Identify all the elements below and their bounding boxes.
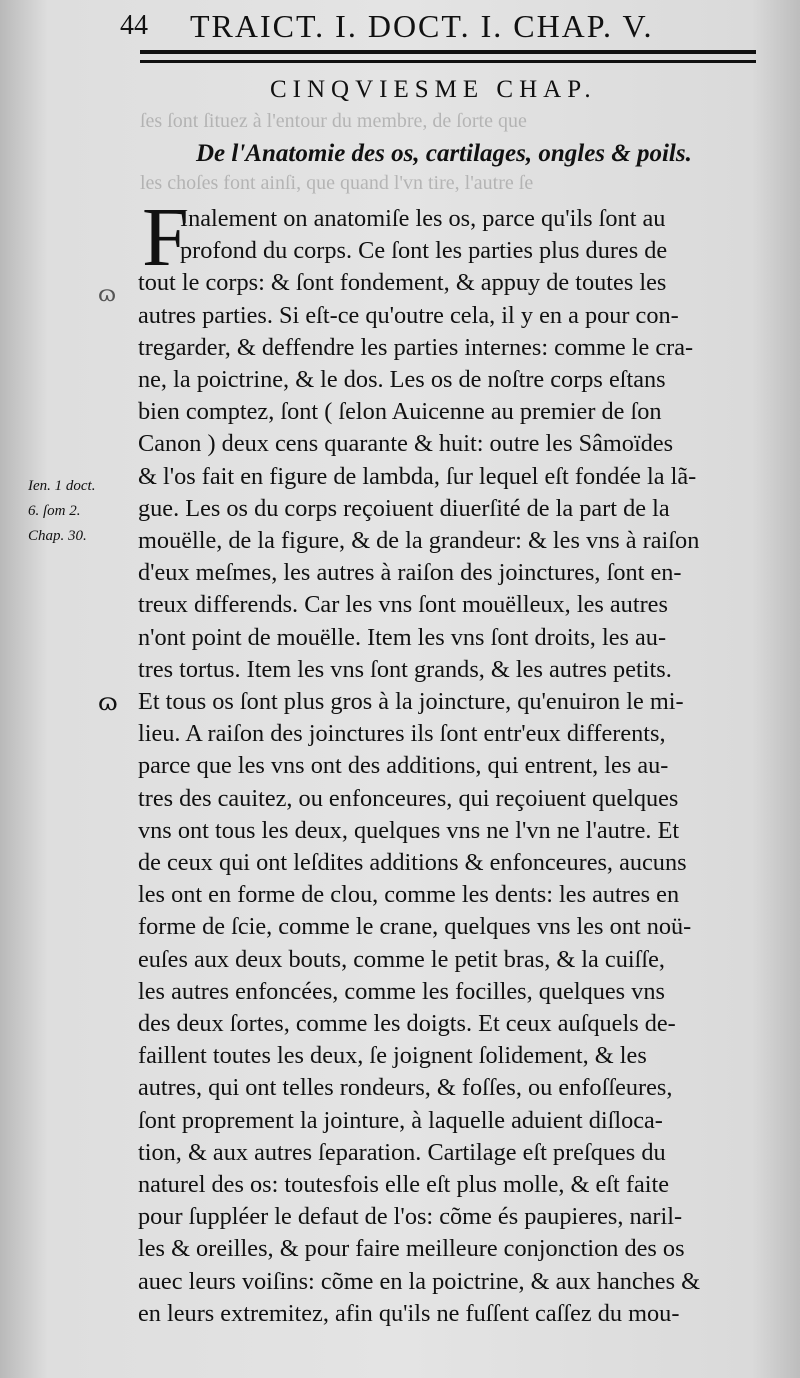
text-line: les & oreilles, & pour faire meilleure conjonction des os (138, 1235, 685, 1263)
text-line: faillent toutes les deux, ſe joignent ſolidement, & les (138, 1042, 647, 1070)
text-line: tres tortus. Item les vns ſont grands, & les autres petits. (138, 655, 672, 683)
text-line: gue. Les os du corps reçoiuent diuerſité de la part de la (138, 494, 670, 522)
text-line: d'eux meſmes, les autres à raiſon des joinctures, ſont en- (138, 559, 682, 587)
text-line: profond du corps. Ce ſont les parties plus dures de (180, 237, 668, 265)
margin-note: 6. ſom 2. (28, 503, 81, 519)
text-line: Canon ) deux cens quarante & huit: outre les Sâmoïdes (138, 430, 674, 458)
text-line: tout le corps: & ſont fondement, & appuy de toutes les (138, 269, 667, 297)
header-rule-bottom (140, 60, 756, 63)
text-line: tion, & aux autres ſeparation. Cartilage eſt preſques du (138, 1138, 666, 1166)
text-line: tregarder, & deffendre les parties internes: comme le cra- (138, 333, 694, 361)
text-line: en leurs extremitez, afin qu'ils ne fuſſent caſſez du mou- (138, 1299, 680, 1327)
text-line: treux differends. Car les vns ſont mouëlleux, les autres (138, 591, 668, 619)
text-line: ne, la poictrine, & le dos. Les os de noſtre corps eſtans (138, 366, 666, 393)
text-line: & l'os fait en figure de lambda, ſur lequel eſt fondée la lã- (138, 462, 697, 490)
text-line: mouëlle, de la figure, & de la grandeur: & les vns à raiſon (138, 527, 700, 554)
margin-note: Chap. 30. (28, 528, 87, 544)
text-line: Inalement on anatomiſe les os, parce qu'ils ſont au (180, 205, 666, 232)
text-line: Et tous os ſont plus gros à la joincture, qu'enuiron le mi- (138, 688, 684, 715)
bleed-through-ornament: ɷ (98, 688, 118, 716)
text-line: bien comptez, ſont ( ſelon Auicenne au premier de ſon (138, 398, 662, 426)
running-title: TRAICT. I. DOCT. I. CHAP. V. (190, 8, 654, 44)
chapter-heading: CINQVIESME CHAP. (270, 76, 597, 103)
text-line: pour ſuppléer le defaut de l'os: cõme és paupieres, naril- (138, 1203, 683, 1231)
margin-note: Ien. 1 doct. (28, 478, 96, 494)
text-line: ſont proprement la jointure, à laquelle aduient diſloca- (138, 1106, 663, 1134)
text-line: n'ont point de mouëlle. Item les vns ſont droits, les au- (138, 623, 667, 651)
bleed-through-line: les choſes font ainſi, que quand l'vn tire, l'autre ſe (140, 172, 534, 194)
bleed-through-ornament: ɷ (98, 282, 117, 307)
text-line: tres des cauitez, ou enfonceures, qui reçoiuent quelques (138, 784, 679, 812)
header-rule-top (140, 50, 756, 54)
page-number: 44 (120, 10, 148, 41)
page-header (110, 6, 760, 46)
text-line: vns ont tous les deux, quelques vns ne l'vn ne l'autre. Et (138, 816, 680, 844)
text-line: autres parties. Si eſt-ce qu'outre cela, il y en a pour con- (138, 301, 679, 329)
text-line: les ont en forme de clou, comme les dents: les autres en (138, 881, 680, 909)
text-line: forme de ſcie, comme le crane, quelques vns les ont noü- (138, 913, 692, 941)
text-line: des deux ſortes, comme les doigts. Et ceux auſquels de- (138, 1010, 676, 1037)
text-line: naturel des os: toutesfois elle eſt plus molle, & eſt faite (138, 1171, 670, 1198)
text-line: auec leurs voiſins: cõme en la poictrine, & aux hanches & (138, 1267, 701, 1295)
text-line: lieu. A raiſon des joinctures ils ſont entr'eux differents, (138, 720, 666, 748)
text-line: autres, qui ont telles rondeurs, & foſſes, ou enfoſſeures, (138, 1074, 673, 1102)
chapter-subtitle: De l'Anatomie des os, cartilages, ongles & poils. (196, 140, 692, 167)
bleed-through-line: ſes ſont ſituez à l'entour du membre, de ſorte que (140, 110, 527, 132)
text-line: les autres enfoncées, comme les focilles, quelques vns (138, 977, 665, 1005)
text-line: parce que les vns ont des additions, qui entrent, les au- (138, 752, 669, 780)
drop-cap: F (142, 191, 189, 284)
text-line: de ceux qui ont leſdites additions & enfonceures, aucuns (138, 849, 687, 876)
text-line: euſes aux deux bouts, comme le petit bras, & la cuiſſe, (138, 945, 665, 973)
